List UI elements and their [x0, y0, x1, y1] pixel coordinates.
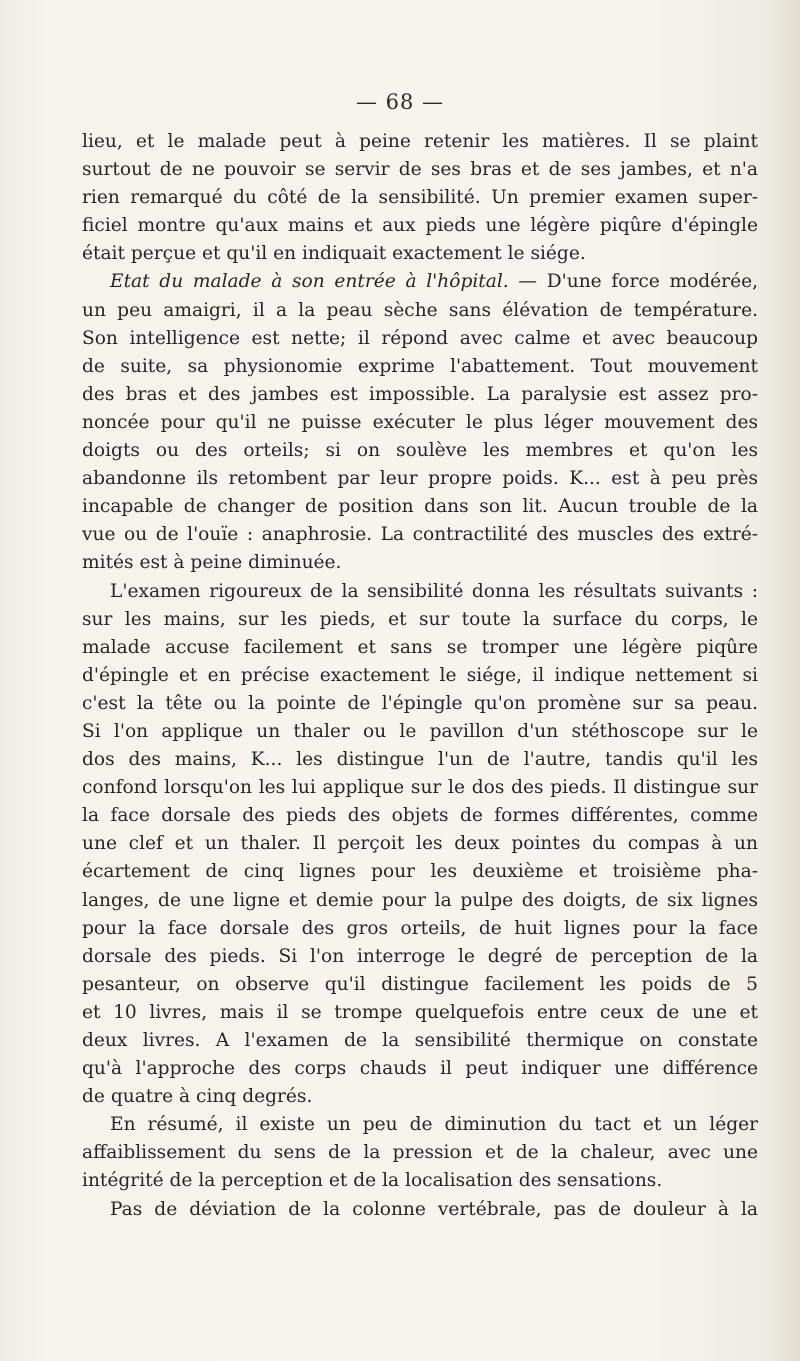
text-line: [82, 268, 758, 296]
text-line: noncée pour qu'il ne puisse exécuter le plus léger mouvement des: [82, 411, 758, 433]
section-heading: Etat du malade à son entrée à l'hôpital.: [110, 271, 509, 293]
text-line: écartement de cinq lignes pour les deuxième et troisième pha-: [82, 861, 758, 883]
text-line-rest: — D'une force modérée,: [508, 271, 758, 293]
text-line: pour la face dorsale des gros orteils, de huit lignes pour la face: [82, 917, 758, 939]
text-line: c'est la tête ou la pointe de l'épingle qu'on promène sur sa peau.: [82, 692, 758, 714]
text-line: et 10 livres, mais il se trompe quelquefois entre ceux de une et: [82, 1001, 758, 1023]
text-line: Si l'on applique un thaler ou le pavillon d'un stéthoscope sur le: [82, 720, 758, 742]
text-line: surtout de ne pouvoir se servir de ses bras et de ses jambes, et n'a: [82, 159, 758, 181]
text-line: une clef et un thaler. Il perçoit les deux pointes du compas à un: [82, 833, 758, 855]
text-line: L'examen rigoureux de la sensibilité donna les résultats suivants :: [110, 580, 758, 602]
text-line: deux livres. A l'examen de la sensibilité thermique on constate: [82, 1030, 758, 1051]
text-line: la face dorsale des pieds des objets de formes différentes, comme: [82, 805, 758, 827]
text-line: abandonne ils retombent par leur propre poids. K... est à peu près: [82, 468, 758, 490]
text-line: mités est à peine diminuée.: [82, 552, 342, 574]
text-line: lieu, et le malade peut à peine retenir les matières. Il se plaint: [82, 131, 758, 152]
text-line: confond lorsqu'on les lui applique sur le dos des pieds. Il distingue sur: [82, 777, 758, 799]
text-line: rien remarqué du côté de la sensibilité. Un premier examen super-: [82, 187, 758, 209]
text-line: En résumé, il existe un peu de diminution du tact et un léger: [110, 1114, 758, 1136]
text-line: de quatre à cinq degrés.: [82, 1086, 313, 1108]
text-line: était perçue et qu'il en indiquait exactement le siége.: [82, 243, 586, 265]
text-line: doigts ou des orteils; si on soulève les membres et qu'on les: [82, 440, 758, 462]
text-line: malade accuse facilement et sans se tromper une légère piqûre: [82, 636, 758, 658]
text-line: d'épingle et en précise exactement le siége, il indique nettement si: [82, 664, 758, 686]
text-line: des bras et des jambes est impossible. La paralysie est assez pro-: [82, 383, 758, 405]
text-line: dorsale des pieds. Si l'on interroge le degré de perception de la: [82, 945, 758, 967]
text-line: de suite, sa physionomie exprime l'abattement. Tout mouvement: [82, 355, 758, 377]
text-line: Pas de déviation de la colonne vertébrale, pas de douleur à la: [110, 1198, 758, 1220]
text-line: vue ou de l'ouïe : anaphrosie. La contractilité des muscles des extré-: [82, 524, 758, 546]
body-text: [82, 128, 758, 1224]
text-line: intégrité de la perception et de la localisation des sensations.: [82, 1170, 663, 1192]
text-line: langes, de une ligne et demie pour la pulpe des doigts, de six lignes: [82, 889, 758, 911]
page-number: — 68 —: [355, 90, 445, 114]
text-line: un peu amaigri, il a la peau sèche sans élévation de température.: [82, 299, 758, 321]
text-line: dos des mains, K... les distingue l'un de l'autre, tandis qu'il les: [82, 749, 758, 771]
text-line: Son intelligence est nette; il répond avec calme et avec beaucoup: [82, 327, 758, 349]
text-line: incapable de changer de position dans son lit. Aucun trouble de la: [82, 496, 758, 518]
text-line: ficiel montre qu'aux mains et aux pieds une légère piqûre d'épingle: [82, 215, 758, 237]
text-line: qu'à l'approche des corps chauds il peut indiquer une différence: [82, 1058, 758, 1080]
text-line: affaiblissement du sens de la pression et de la chaleur, avec une: [82, 1142, 758, 1164]
text-line: sur les mains, sur les pieds, et sur toute la surface du corps, le: [82, 608, 758, 630]
text-line: pesanteur, on observe qu'il distingue facilement les poids de 5: [82, 973, 758, 995]
